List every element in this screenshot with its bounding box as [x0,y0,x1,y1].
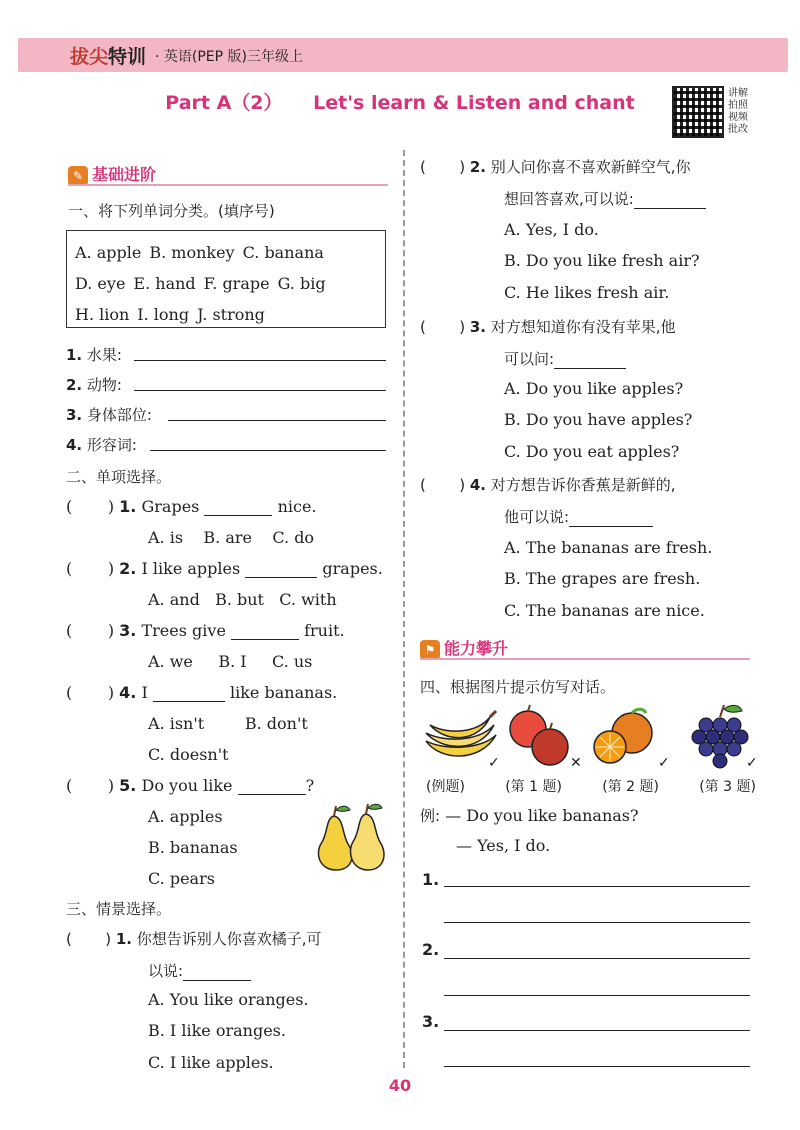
answer-2-num: 2. [422,940,440,959]
scenario-1-opt-a: A. You like oranges. [148,990,309,1009]
grapes-icon [692,705,748,768]
picture-label: (例题) [426,779,465,795]
answer-3-line-a[interactable] [444,1030,750,1031]
mc-question-1: ( ) 1. Grapes nice. [66,497,317,516]
blank[interactable] [238,779,306,795]
example-question: 例: — Do you like bananas? [420,806,639,825]
flag-icon: ⚑ [420,640,440,660]
answer-3-line-b[interactable] [444,1066,750,1067]
pear-icon [318,806,352,870]
word-row: H. lion I. long J. strong [75,305,265,324]
word-row: D. eye E. hand F. grape G. big [75,274,326,293]
scenario-2: ( ) 2. 别人问你喜不喜欢新鲜空气,你 [420,158,691,176]
picture-label: (第 3 题) [699,779,756,795]
blank[interactable] [204,500,272,516]
mc-options-3: A. we B. I C. us [148,652,313,671]
scenario-1-opt-b: B. I like oranges. [148,1021,286,1040]
category-fruit-answer[interactable] [134,360,386,361]
mc-options-4c: C. doesn't [148,745,229,764]
scenario-4-opt-b: B. The grapes are fresh. [504,569,701,588]
banana-icon [426,711,496,756]
scenario-3-opt-a: A. Do you like apples? [504,379,684,398]
scenario-4: ( ) 4. 对方想告诉你香蕉是新鲜的, [420,476,676,494]
answer-2-line-b[interactable] [444,995,750,996]
category-adjective-answer[interactable] [150,450,386,451]
section-basic-rule [68,184,388,186]
blank[interactable] [634,193,706,209]
scenario-1-opt-c: C. I like apples. [148,1053,274,1072]
column-divider [403,150,405,1068]
word-box [66,230,386,328]
mc-option-5a: A. apples [148,807,223,826]
section-basic-heading: ✎ 基础进阶 [68,162,156,186]
check-mark: ✓ [746,755,758,771]
blank[interactable] [554,353,626,369]
pear-icon [350,804,384,870]
mc-question-4: ( ) 4. I like bananas. [66,683,338,702]
scenario-2-opt-b: B. Do you like fresh air? [504,251,700,270]
part-label: Part A（2） [165,92,283,114]
pears-illustration [308,800,392,874]
brand-logo: 拔尖特训 [70,46,147,68]
answer-2-line-a[interactable] [444,958,750,959]
scenario-4-opt-a: A. The bananas are fresh. [504,538,713,557]
lesson-label: Let's learn & Listen and chant [313,92,635,114]
blank[interactable] [183,965,251,981]
mc-question-5: ( ) 5. Do you like ? [66,776,315,795]
mc-option-5b: B. bananas [148,838,238,857]
page-number: 40 [388,1076,412,1095]
mc-question-3: ( ) 3. Trees give fruit. [66,621,345,640]
scenario-1-line2: 以说: [148,960,251,981]
mc-options-2: A. and B. but C. with [148,590,337,609]
check-mark: ✓ [488,755,500,771]
category-body: 3. 身体部位: [66,406,152,424]
q2-heading: 二、单项选择。 [66,468,172,486]
scenario-2-opt-c: C. He likes fresh air. [504,283,670,302]
scenario-3: ( ) 3. 对方想知道你有没有苹果,他 [420,318,676,336]
blank[interactable] [231,624,299,640]
section-advanced-rule [420,658,750,660]
qr-label: 讲解拍照视频批改 [728,88,748,135]
orange-icon [594,709,652,763]
category-fruit: 1. 水果: [66,346,122,364]
answer-3-num: 3. [422,1012,440,1031]
pencil-icon: ✎ [68,166,88,186]
blank[interactable] [153,686,225,702]
fruit-pictures [420,703,760,773]
example-answer: — Yes, I do. [456,836,551,855]
check-mark: ✓ [658,755,670,771]
answer-1-line-b[interactable] [444,922,750,923]
word-row: A. apple B. monkey C. banana [75,243,324,262]
edition-label: · 英语(PEP 版)三年级上 [155,49,304,65]
mc-option-5c: C. pears [148,869,215,888]
category-animal-answer[interactable] [134,390,386,391]
q4-heading: 四、根据图片提示仿写对话。 [420,678,616,696]
scenario-4-opt-c: C. The bananas are nice. [504,601,705,620]
mc-options-4: A. isn't B. don't [148,714,308,733]
q1-heading: 一、将下列单词分类。(填序号) [68,202,275,220]
q3-heading: 三、情景选择。 [66,900,172,918]
category-animal: 2. 动物: [66,376,122,394]
scenario-1: ( ) 1. 你想告诉别人你喜欢橘子,可 [66,930,322,948]
answer-1-line-a[interactable] [444,886,750,887]
scenario-2-opt-a: A. Yes, I do. [504,220,599,239]
scenario-2-line2: 想回答喜欢,可以说: [504,188,706,209]
qr-code-icon[interactable] [672,86,724,138]
scenario-3-line2: 可以问: [504,348,626,369]
mc-options-1: A. is B. are C. do [148,528,315,547]
scenario-4-line2: 他可以说: [504,506,653,527]
blank[interactable] [569,511,653,527]
picture-label: (第 2 题) [602,779,659,795]
scenario-3-opt-b: B. Do you have apples? [504,410,693,429]
category-body-answer[interactable] [168,420,386,421]
answer-1-num: 1. [422,870,440,889]
blank[interactable] [245,562,317,578]
picture-label: (第 1 题) [505,779,562,795]
apple-icon [510,705,568,765]
section-advanced-heading: ⚑ 能力攀升 [420,636,508,660]
picture-labels [426,776,756,796]
scenario-3-opt-c: C. Do you eat apples? [504,442,680,461]
category-adjective: 4. 形容词: [66,436,137,454]
cross-mark: ✕ [570,755,582,771]
mc-question-2: ( ) 2. I like apples grapes. [66,559,383,578]
